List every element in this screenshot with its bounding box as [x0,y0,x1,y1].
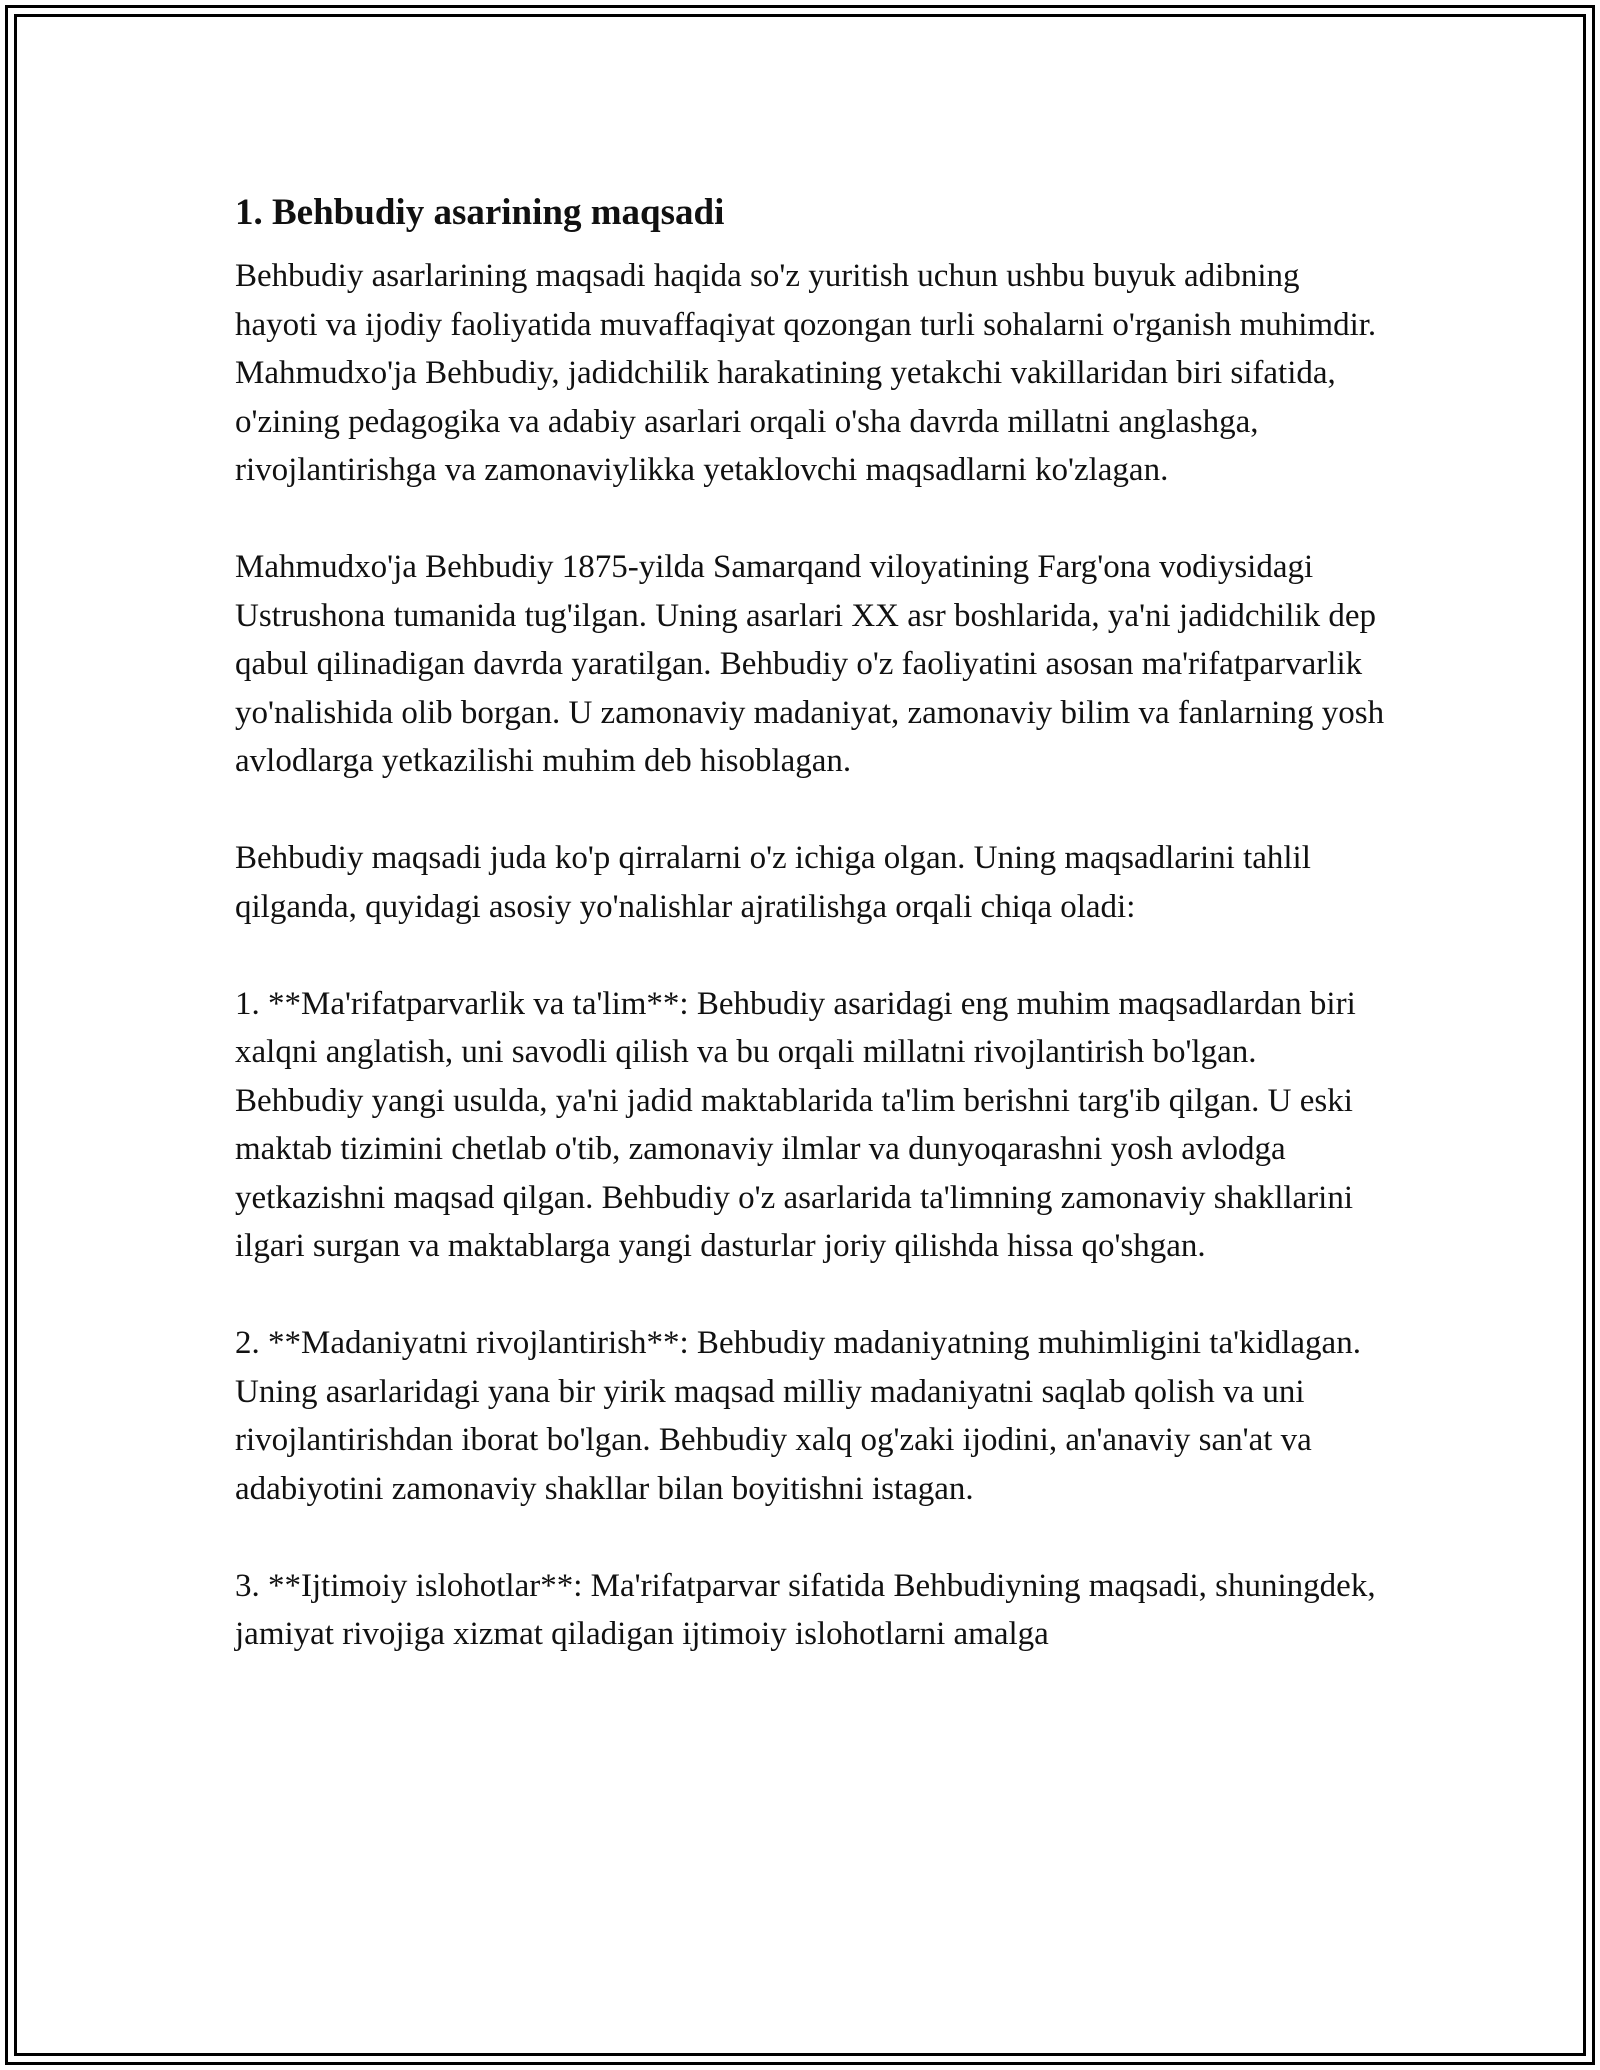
paragraph-overview: Behbudiy maqsadi juda ko'p qirralarni o'z ichiga olgan. Uning maqsadlarini tahlil qilganda, quyidagi asosiy yo'nalishlar ajratilishga orqali chiqa oladi: [235,840,1311,925]
list-item-social-reforms: 3. **Ijtimoiy islohotlar**: Ma'rifatparvar sifatida Behbudiyning maqsadi, shuningdek, jamiyat rivojiga xizmat qiladigan ijtimoiy islohotlarni amalga [235,1567,1376,1652]
list-item-enlightenment: 1. **Ma'rifatparvarlik va ta'lim**: Behbudiy asaridagi eng muhim maqsadlardan biri xalqni anglatish, uni savodli qilish va bu orqali millatni rivojlantirish bo'lgan. Behbudiy yangi usulda, ya'ni jadid maktablarida ta'lim berishni targ'ib qilgan. U eski maktab tizimini chetlab o'tib, zamonaviy ilmlar va dunyoqarashni yosh avlodga yetkazishni maqsad qilgan. Behbudiy o'z asarlarida ta'limning zamonaviy shakllarini ilgari surgan va maktablarga yangi dasturlar joriy qilishda hissa qo'shgan. [235,985,1356,1264]
paragraph-intro: Behbudiy asarlarining maqsadi haqida so'z yuritish uchun ushbu buyuk adibning hayoti va ijodiy faoliyatida muvaffaqiyat qozongan turli sohalarni o'rganish muhimdir. Mahmudxo'ja Behbudiy, jadidchilik harakatining yetakchi vakillaridan biri sifatida, o'zining pedagogika va adabiy asarlari orqali o'sha davrda millatni anglashga, rivojlantirishga va zamonaviylikka yetaklovchi maqsadlarni ko'zlagan. [235,258,1377,488]
list-item-culture: 2. **Madaniyatni rivojlantirish**: Behbudiy madaniyatning muhimligini ta'kidlagan. Uning asarlaridagi yana bir yirik maqsad milliy madaniyatni saqlab qolish va uni rivojlantirishdan iborat bo'lgan. Behbudiy xalq og'zaki ijodini, an'anaviy san'at va adabiyotini zamonaviy shakllar bilan boyitishni istagan. [235,1325,1361,1507]
paragraph-biography: Mahmudxo'ja Behbudiy 1875-yilda Samarqand viloyatining Farg'ona vodiysidagi Ustrushona tumanida tug'ilgan. Uning asarlari XX asr boshlarida, ya'ni jadidchilik dep qabul qilinadigan davrda yaratilgan. Behbudiy o'z faoliyatini asosan ma'rifatparvarlik yo'nalishida olib borgan. U zamonaviy madaniyat, zamonaviy bilim va fanlarning yosh avlodlarga yetkazilishi muhim deb hisoblagan. [235,549,1385,779]
section-heading: 1. Behbudiy asarining maqsadi [235,192,725,233]
document-body [235,188,1385,1659]
